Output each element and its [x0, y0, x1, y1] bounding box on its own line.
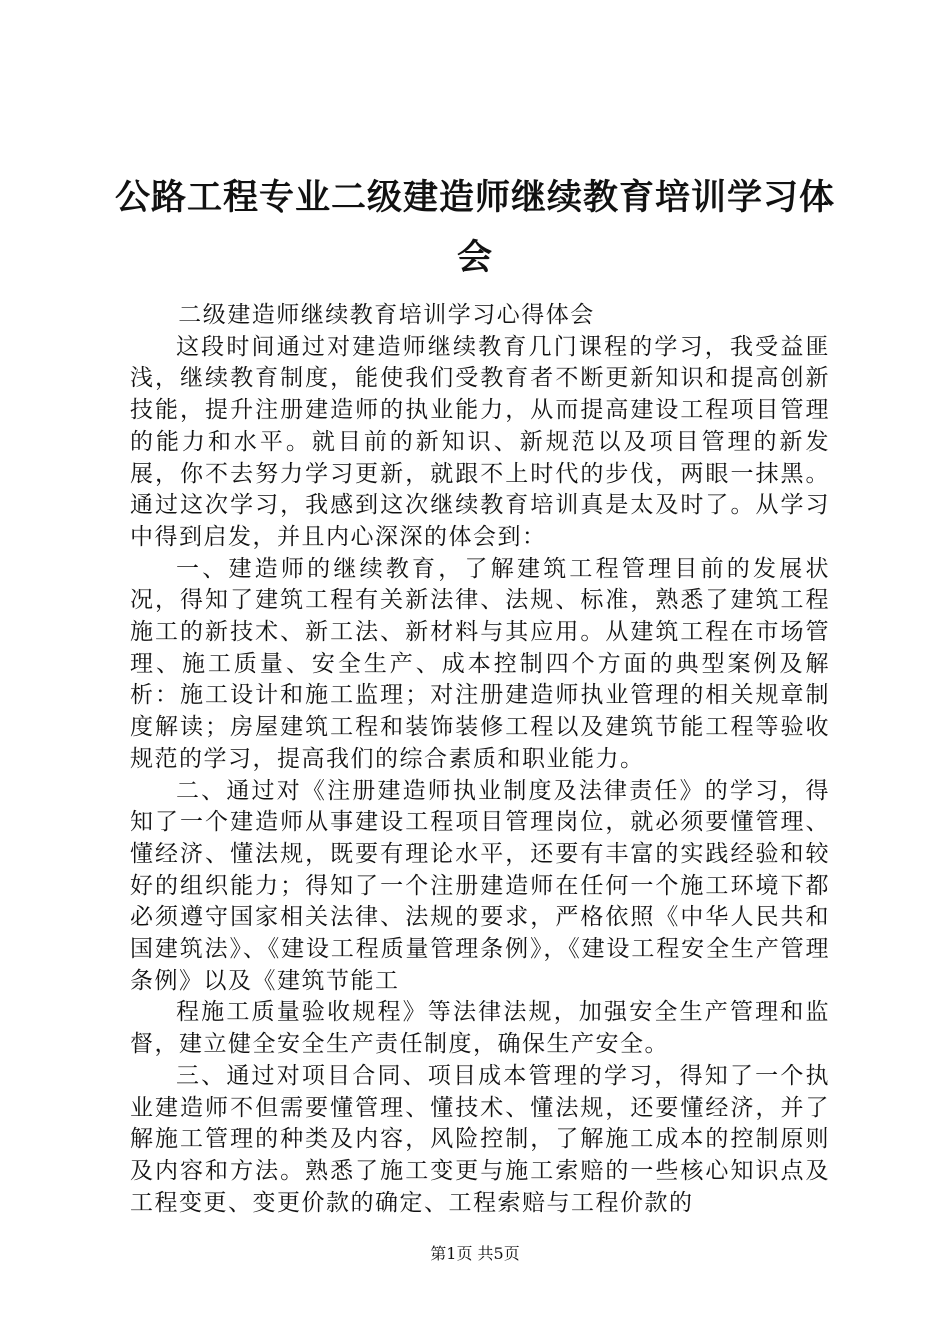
document-body	[130, 300, 830, 1219]
document-title: 公路工程专业二级建造师继续教育培训学习体会	[114, 177, 835, 278]
page-number-footer: 第1页 共5页	[430, 1244, 520, 1263]
paragraph-point-two: 二、通过对《注册建造师执业制度及法律责任》的学习，得知了一个建造师从事建设工程项目管理岗位，就必须要懂管理、懂经济、懂法规，既要有理论水平，还要有丰富的实践经验和较好的组织能力；得知了一个注册建造师在任何一个施工环境下都必须遵守国家相关法律、法规的要求，严格依照《中华人民共和国建筑法》、《建设工程质量管理条例》，《建设工程安全生产管理条例》以及《建筑节能工	[130, 777, 830, 994]
paragraph-point-two-continued: 程施工质量验收规程》等法律法规，加强安全生产管理和监督，建立健全安全生产责任制度，确保生产安全。	[130, 999, 830, 1058]
document-subtitle: 二级建造师继续教育培训学习心得体会	[178, 302, 595, 328]
paragraph-point-one: 一、建造师的继续教育，了解建筑工程管理目前的发展状况，得知了建筑工程有关新法律、法规、标准，熟悉了建筑工程施工的新技术、新工法、新材料与其应用。从建筑工程在市场管理、施工质量、安全生产、成本控制四个方面的典型案例及解析：施工设计和施工监理；对注册建造师执业管理的相关规章制度解读；房屋建筑工程和装饰装修工程以及建筑节能工程等验收规范的学习，提高我们的综合素质和职业能力。	[130, 555, 830, 772]
paragraph-intro: 这段时间通过对建造师继续教育几门课程的学习，我受益匪浅，继续教育制度，能使我们受教育者不断更新知识和提高创新技能，提升注册建造师的执业能力，从而提高建设工程项目管理的能力和水平。就目前的新知识、新规范以及项目管理的新发展，你不去努力学习更新，就跟不上时代的步伐，两眼一抹黑。通过这次学习，我感到这次继续教育培训真是太及时了。从学习中得到启发，并且内心深深的体会到：	[130, 333, 830, 550]
paragraph-point-three: 三、通过对项目合同、项目成本管理的学习，得知了一个执业建造师不但需要懂管理、懂技术、懂法规，还要懂经济，并了解施工管理的种类及内容，风险控制，了解施工成本的控制原则及内容和方法。熟悉了施工变更与施工索赔的一些核心知识点及工程变更、变更价款的确定、工程索赔与工程价款的	[130, 1062, 830, 1216]
